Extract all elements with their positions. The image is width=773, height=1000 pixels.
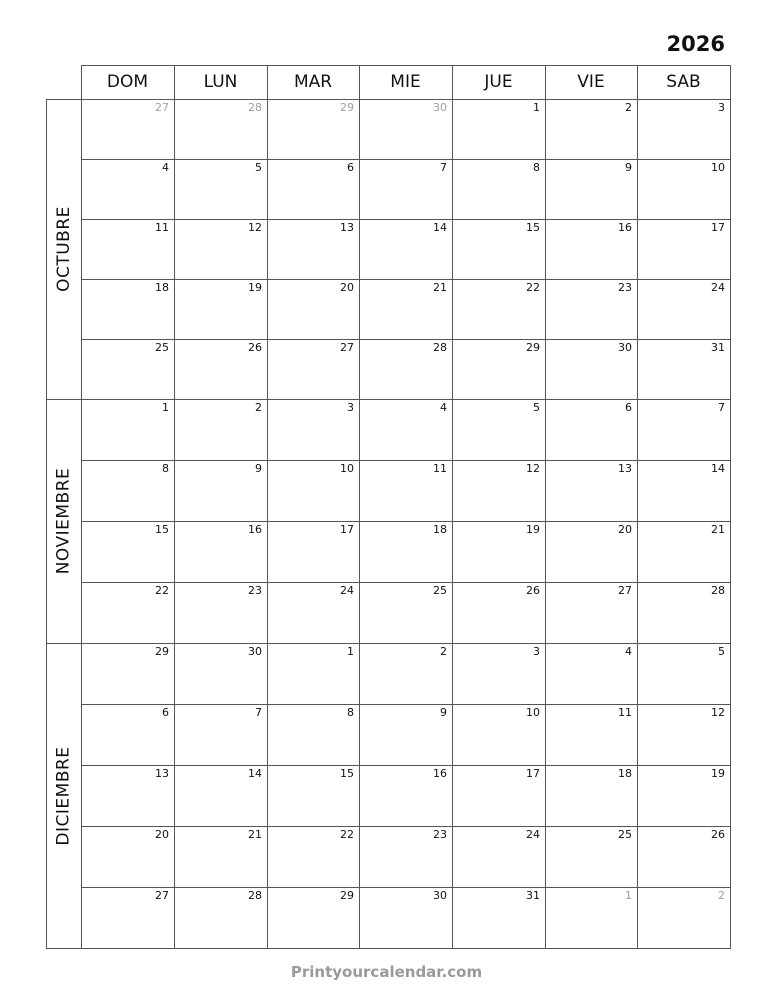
day-cell[interactable]: 5: [255, 161, 262, 174]
day-cell[interactable]: 22: [340, 828, 354, 841]
day-cell[interactable]: 25: [155, 341, 169, 354]
month-separator-line: [46, 643, 81, 644]
day-cell[interactable]: 3: [718, 101, 725, 114]
day-cell[interactable]: 16: [433, 767, 447, 780]
day-cell[interactable]: 15: [155, 523, 169, 536]
weekday-header-dom: DOM: [106, 72, 149, 92]
column-line: [359, 65, 360, 949]
month-label-diciembre: [46, 643, 81, 948]
day-cell[interactable]: 26: [526, 584, 540, 597]
day-cell[interactable]: 14: [248, 767, 262, 780]
column-line: [545, 65, 546, 949]
day-cell[interactable]: 12: [711, 706, 725, 719]
month-label-octubre: [46, 99, 81, 399]
day-cell[interactable]: 17: [526, 767, 540, 780]
week-line: [81, 887, 730, 888]
day-cell[interactable]: 11: [618, 706, 632, 719]
day-cell[interactable]: 1: [347, 645, 354, 658]
weekday-header-mar: MAR: [293, 72, 333, 92]
day-cell[interactable]: 28: [248, 101, 262, 114]
day-cell[interactable]: 27: [340, 341, 354, 354]
day-cell[interactable]: 21: [248, 828, 262, 841]
day-cell[interactable]: 6: [162, 706, 169, 719]
day-cell[interactable]: 10: [526, 706, 540, 719]
day-cell[interactable]: 13: [155, 767, 169, 780]
day-cell[interactable]: 15: [340, 767, 354, 780]
week-line: [81, 582, 730, 583]
day-cell[interactable]: 16: [248, 523, 262, 536]
day-cell[interactable]: 2: [255, 401, 262, 414]
day-cell[interactable]: 19: [526, 523, 540, 536]
year-title: 2026: [666, 32, 725, 56]
day-cell[interactable]: 2: [440, 645, 447, 658]
day-cell[interactable]: 5: [718, 645, 725, 658]
day-cell[interactable]: 30: [433, 101, 447, 114]
day-cell[interactable]: 25: [618, 828, 632, 841]
day-cell[interactable]: 12: [526, 462, 540, 475]
day-cell[interactable]: 25: [433, 584, 447, 597]
month-name: NOVIEMBRE: [53, 467, 74, 575]
week-line: [81, 159, 730, 160]
month-separator-line: [46, 399, 81, 400]
day-cell[interactable]: 2: [718, 889, 725, 902]
label-column-line: [46, 99, 47, 949]
day-cell[interactable]: 23: [248, 584, 262, 597]
day-cell[interactable]: 28: [711, 584, 725, 597]
day-cell[interactable]: 18: [618, 767, 632, 780]
month-name: DICIEMBRE: [53, 745, 74, 846]
day-cell[interactable]: 6: [625, 401, 632, 414]
day-cell[interactable]: 3: [347, 401, 354, 414]
month-label-noviembre: [46, 399, 81, 643]
day-cell[interactable]: 24: [711, 281, 725, 294]
day-cell[interactable]: 8: [162, 462, 169, 475]
day-cell[interactable]: 27: [155, 889, 169, 902]
day-cell[interactable]: 29: [340, 889, 354, 902]
day-cell[interactable]: 27: [155, 101, 169, 114]
day-cell[interactable]: 13: [618, 462, 632, 475]
day-cell[interactable]: 3: [533, 645, 540, 658]
day-cell[interactable]: 14: [711, 462, 725, 475]
day-cell[interactable]: 23: [433, 828, 447, 841]
month-separator-line: [46, 99, 81, 100]
day-cell[interactable]: 16: [618, 221, 632, 234]
week-line: [81, 339, 730, 340]
day-cell[interactable]: 1: [162, 401, 169, 414]
day-cell[interactable]: 2: [625, 101, 632, 114]
day-cell[interactable]: 20: [340, 281, 354, 294]
day-cell[interactable]: 24: [340, 584, 354, 597]
day-cell[interactable]: 31: [711, 341, 725, 354]
day-cell[interactable]: 28: [248, 889, 262, 902]
week-line: [81, 765, 730, 766]
day-cell[interactable]: 22: [526, 281, 540, 294]
day-cell[interactable]: 29: [526, 341, 540, 354]
day-cell[interactable]: 18: [433, 523, 447, 536]
day-cell[interactable]: 14: [433, 221, 447, 234]
day-cell[interactable]: 17: [340, 523, 354, 536]
day-cell[interactable]: 6: [347, 161, 354, 174]
column-line: [81, 65, 82, 949]
day-cell[interactable]: 22: [155, 584, 169, 597]
column-line: [452, 65, 453, 949]
day-cell[interactable]: 17: [711, 221, 725, 234]
month-separator-line: [46, 948, 81, 949]
week-line: [81, 219, 730, 220]
day-cell[interactable]: 18: [155, 281, 169, 294]
day-cell[interactable]: 1: [533, 101, 540, 114]
day-cell[interactable]: 7: [440, 161, 447, 174]
day-cell[interactable]: 30: [248, 645, 262, 658]
day-cell[interactable]: 15: [526, 221, 540, 234]
day-cell[interactable]: 19: [711, 767, 725, 780]
day-cell[interactable]: 26: [248, 341, 262, 354]
day-cell[interactable]: 8: [533, 161, 540, 174]
week-line: [81, 704, 730, 705]
day-cell[interactable]: 29: [155, 645, 169, 658]
header-top-line: [81, 65, 730, 66]
day-cell[interactable]: 9: [625, 161, 632, 174]
day-cell[interactable]: 10: [711, 161, 725, 174]
day-cell[interactable]: 27: [618, 584, 632, 597]
day-cell[interactable]: 11: [155, 221, 169, 234]
day-cell[interactable]: 10: [340, 462, 354, 475]
column-line: [730, 65, 731, 949]
day-cell[interactable]: 9: [255, 462, 262, 475]
weekday-header-jue: JUE: [484, 72, 513, 92]
day-cell[interactable]: 7: [255, 706, 262, 719]
day-cell[interactable]: 31: [526, 889, 540, 902]
day-cell[interactable]: 11: [433, 462, 447, 475]
day-cell[interactable]: 7: [718, 401, 725, 414]
day-cell[interactable]: 21: [711, 523, 725, 536]
week-line: [81, 643, 730, 644]
day-cell[interactable]: 9: [440, 706, 447, 719]
day-cell[interactable]: 30: [433, 889, 447, 902]
column-line: [267, 65, 268, 949]
day-cell[interactable]: 4: [625, 645, 632, 658]
footer-brand: Printyourcalendar.com: [290, 963, 483, 981]
week-line: [81, 826, 730, 827]
weekday-header-sab: SAB: [666, 72, 701, 92]
week-line: [81, 279, 730, 280]
weekday-header-mie: MIE: [390, 72, 421, 92]
column-line: [637, 65, 638, 949]
day-cell[interactable]: 21: [433, 281, 447, 294]
week-line: [81, 521, 730, 522]
day-cell[interactable]: 4: [440, 401, 447, 414]
day-cell[interactable]: 5: [533, 401, 540, 414]
day-cell[interactable]: 24: [526, 828, 540, 841]
day-cell[interactable]: 13: [340, 221, 354, 234]
weekday-header-lun: LUN: [203, 72, 238, 92]
week-line: [81, 948, 730, 949]
day-cell[interactable]: 29: [340, 101, 354, 114]
day-cell[interactable]: 28: [433, 341, 447, 354]
month-name: OCTUBRE: [53, 206, 74, 292]
day-cell[interactable]: 4: [162, 161, 169, 174]
day-cell[interactable]: 1: [625, 889, 632, 902]
week-line: [81, 399, 730, 400]
day-cell[interactable]: 12: [248, 221, 262, 234]
day-cell[interactable]: 19: [248, 281, 262, 294]
column-line: [174, 65, 175, 949]
day-cell[interactable]: 26: [711, 828, 725, 841]
week-line: [81, 99, 730, 100]
day-cell[interactable]: 30: [618, 341, 632, 354]
day-cell[interactable]: 8: [347, 706, 354, 719]
week-line: [81, 460, 730, 461]
day-cell[interactable]: 20: [618, 523, 632, 536]
weekday-header-vie: VIE: [577, 72, 605, 92]
day-cell[interactable]: 23: [618, 281, 632, 294]
day-cell[interactable]: 20: [155, 828, 169, 841]
